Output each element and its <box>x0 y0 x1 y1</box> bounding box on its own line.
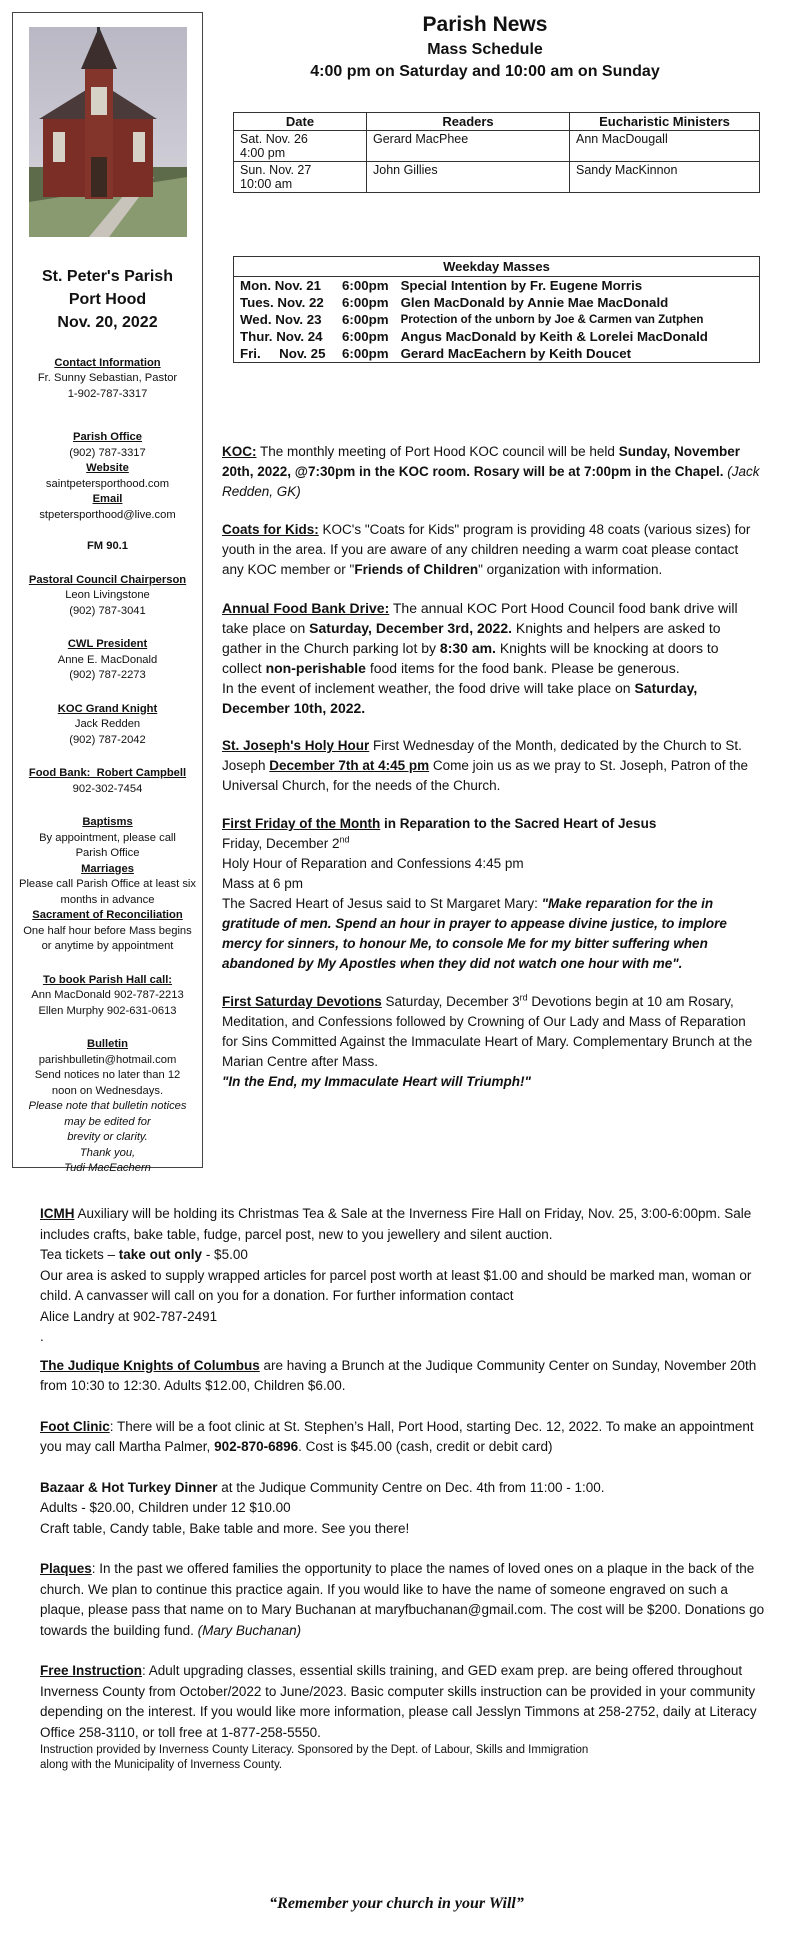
marriages-line1: Please call Parish Office at least six <box>18 878 196 890</box>
firstfriday-line1: Friday, December 2 <box>222 836 340 851</box>
weekday-time: 6:00pm <box>342 295 389 310</box>
marriages-line2: months in advance <box>60 893 155 906</box>
page-header <box>225 10 745 83</box>
bulletin-thanks: Thank you, <box>79 1146 136 1159</box>
office-phone: (902) 787-3317 <box>69 446 146 459</box>
icmh-text1: Auxiliary will be holding its Christmas Tea & Sale at the Inverness Fire Hall on Friday, Nov. 25, 3:00-6:00pm. Sale includes crafts, bake table, fudge, parcel post, new to you jewellery and silent auction. <box>40 1206 752 1242</box>
stjoseph-text1: First Wednesday of the Month, dedicated by the Church to St. Joseph <box>222 738 742 773</box>
foodbank-bold3: non-perishable <box>265 660 366 676</box>
reconciliation-line2: or anytime by appointment <box>41 940 174 952</box>
lower-notices <box>40 1204 770 1773</box>
pastor-name: Fr. Sunny Sebastian, Pastor <box>37 372 178 384</box>
cwl-heading: CWL President <box>67 638 148 650</box>
table-row <box>234 311 760 328</box>
firstfriday-title: in Reparation to the Sacred Heart of Jesus <box>380 816 657 831</box>
instruction-label: Free Instruction <box>40 1663 143 1678</box>
coats-label: Coats for Kids: <box>222 522 319 537</box>
foodbank-bold1: Saturday, December 3rd, 2022. <box>309 620 513 636</box>
bulletin-editor: Tudi MacEachern <box>64 1162 151 1174</box>
table-row <box>234 162 760 193</box>
baptisms-line2: Parish Office <box>75 847 140 859</box>
baptisms-line1: By appointment, please call <box>39 831 176 844</box>
foodbank-text1: The annual KOC Port Hood Council food bank drive will take place on <box>222 600 738 636</box>
reconciliation-heading: Sacrament of Reconciliation <box>32 909 183 921</box>
firstsaturday-label: First Saturday Devotions <box>222 994 382 1009</box>
icmh-text4: Our area is asked to supply wrapped articles for parcel post worth at least $1.00 and should be marked man, woman or child. A canvasser will call on you for a donation. For further information contact <box>40 1267 752 1303</box>
firstsaturday-notice <box>222 992 762 1092</box>
bazaar-notice <box>40 1478 770 1540</box>
instruction-small2: along with the Municipality of Inverness County. <box>40 1759 283 1771</box>
weekday-intention: Angus MacDonald by Keith & Lorelei MacDonald <box>400 329 708 344</box>
foodbank-text5: In the event of inclement weather, the food drive will take place on <box>222 680 635 696</box>
footclinic-text2: . Cost is $45.00 (cash, credit or debit card) <box>298 1439 553 1454</box>
table-row <box>234 328 760 345</box>
radio-frequency: FM 90.1 <box>86 540 129 552</box>
instruction-small1: Instruction provided by Inverness County Literacy. Sponsored by the Dept. of Labour, Skills and Immigration <box>40 1744 589 1756</box>
col-date: Date <box>234 113 367 131</box>
firstfriday-sup: nd <box>339 834 350 845</box>
footclinic-text1: : There will be a foot clinic at St. Stephen’s Hall, Port Hood, starting Dec. 12, 2022. To make an appointment you may call Martha Palmer, <box>40 1418 754 1454</box>
plaques-sign: (Mary Buchanan) <box>197 1622 302 1638</box>
koc-heading: KOC Grand Knight <box>57 702 158 715</box>
table-row <box>234 294 760 311</box>
time-line: 10:00 am <box>240 177 293 191</box>
col-ministers: Eucharistic Ministers <box>570 113 760 131</box>
col-readers: Readers <box>367 113 570 131</box>
footclinic-notice <box>40 1417 770 1458</box>
row-date <box>234 131 367 162</box>
contact-heading: Contact Information <box>54 356 161 369</box>
weekday-intention: Special Intention by Fr. Eugene Morris <box>400 278 643 293</box>
date-line: Sat. Nov. 26 <box>240 132 308 146</box>
foodbank-name: Robert Campbell <box>96 767 187 779</box>
firstfriday-label: First Friday of the Month <box>222 816 381 831</box>
hall-heading: To book Parish Hall call: <box>42 973 173 986</box>
bazaar-text2: Adults - $20.00, Children under 12 $10.00 <box>40 1500 291 1515</box>
icmh-dot: . <box>40 1329 44 1344</box>
bulletin-note1: Please note that bulletin notices <box>28 1100 187 1112</box>
coats-text2: " organization with information. <box>478 562 663 577</box>
pastoral-name: Leon Livingstone <box>65 589 150 601</box>
bulletin-line2: noon on Wednesdays. <box>51 1084 164 1097</box>
icmh-label: ICMH <box>40 1206 75 1221</box>
row-ministers: Sandy MacKinnon <box>570 162 760 193</box>
footer-motto: “Remember your church in your Will” <box>269 1895 524 1912</box>
table-row <box>234 277 760 295</box>
koc-name: Jack Redden <box>74 718 141 730</box>
coats-text: KOC's "Coats for Kids" program is providing 48 coats (various sizes) for youth in the area. If you are aware of any children needing a warm coat please contact any KOC member or " <box>222 522 751 577</box>
page-title: Parish News <box>422 13 548 36</box>
parish-location: Port Hood <box>68 290 147 308</box>
baptisms-heading: Baptisms <box>82 816 133 828</box>
marriages-heading: Marriages <box>81 862 134 875</box>
weekday-time: 6:00pm <box>342 346 389 361</box>
hall-contact-1: Ann MacDonald 902-787-2213 <box>31 989 184 1001</box>
judique-notice <box>40 1356 770 1397</box>
koc-text: The monthly meeting of Port Hood KOC council will be held <box>256 444 619 459</box>
page-subtitle: Mass Schedule <box>427 41 543 58</box>
foodbank-label: Food Bank: <box>28 767 91 779</box>
weekday-day: Fri. Nov. 25 <box>240 346 326 361</box>
foodbank-phone: 902-302-7454 <box>72 782 143 795</box>
row-ministers: Ann MacDougall <box>570 131 760 162</box>
date-line: Sun. Nov. 27 <box>240 163 312 177</box>
koc-sign: (Jack Redden, GK) <box>222 464 760 499</box>
icmh-notice <box>40 1204 770 1348</box>
footclinic-bold: 902-870-6896 <box>214 1439 299 1454</box>
koc-label: KOC: <box>222 444 257 459</box>
foodbank-label: Annual Food Bank Drive: <box>222 600 390 616</box>
koc-bold: Sunday, November 20th, 2022, @7:30pm in the KOC room. Rosary will be at 7:00pm in the Chapel. <box>222 444 740 479</box>
stjoseph-bold: December 7th at 4:45 pm <box>269 758 430 773</box>
foodbank-text4: food items for the food bank. Please be generous. <box>365 660 680 676</box>
pastoral-phone: (902) 787-3041 <box>69 604 146 617</box>
weekday-intention: Gerard MacEachern by Keith Doucet <box>400 346 632 361</box>
office-heading: Parish Office <box>72 431 142 443</box>
instruction-text: : Adult upgrading classes, essential skills training, and GED exam prep. are being offered throughout Inverness County from October/2022 to June/2023. Basic computer skills instruction can be provided in your community depending on the interest. If you would like more information, please call Jesslyn Timmons at 258-2752, daily at Literacy Office 258-3110, or toll free at 1-877-258-5550. <box>40 1663 757 1740</box>
weekday-title: Weekday Masses <box>234 257 760 277</box>
firstfriday-notice <box>222 814 762 974</box>
koc-notice <box>222 442 762 502</box>
foodbank-bold4: Saturday, December 10th, 2022. <box>222 680 698 716</box>
bulletin-heading: Bulletin <box>86 1038 129 1050</box>
plaques-text: : In the past we offered families the opportunity to place the names of loved ones on a plaque in the back of the church. We plan to continue this practice again. If you would like to have the name of someone engraved on such a plaque, please pass that name on to Mary Buchanan at maryfbuchanan@gmail.com. The cost will be $200. Donations go towards the building fund. <box>40 1561 765 1638</box>
foodbank-text3: Knights will be knocking at doors to collect <box>222 640 719 676</box>
koc-phone: (902) 787-2042 <box>69 733 146 746</box>
website-link[interactable]: saintpetersporthood.com <box>45 477 170 490</box>
website-heading: Website <box>86 462 129 474</box>
mass-times: 4:00 pm on Saturday and 10:00 am on Sunday <box>310 63 660 80</box>
table-row <box>234 131 760 162</box>
footclinic-label: Foot Clinic <box>40 1418 110 1434</box>
firstsaturday-text1: Saturday, December 3 <box>381 994 520 1009</box>
hall-contact-2: Ellen Murphy 902-631-0613 <box>38 1004 177 1017</box>
main-notices <box>222 442 762 1110</box>
bazaar-text1: at the Judique Community Centre on Dec. 4th from 11:00 - 1:00. <box>217 1479 605 1495</box>
judique-label: The Judique Knights of Columbus <box>40 1357 260 1373</box>
weekday-day: Tues. Nov. 22 <box>240 295 324 310</box>
sidebar <box>12 12 203 1174</box>
instruction-notice <box>40 1661 770 1743</box>
icmh-bold: take out only <box>118 1247 203 1262</box>
weekday-intention: Protection of the unborn by Joe & Carmen van Zutphen <box>400 313 704 326</box>
bulletin-note2: may be edited for <box>64 1115 151 1128</box>
row-readers: Gerard MacPhee <box>367 131 570 162</box>
icmh-text3: - $5.00 <box>202 1247 248 1262</box>
pastor-phone: 1-902-787-3317 <box>67 387 148 400</box>
plaques-notice <box>40 1559 770 1641</box>
foodbank-bold2: 8:30 am. <box>439 640 496 656</box>
firstsaturday-text2: Devotions begin at 10 am Rosary, Meditation, and Confessions followed by Crowning of Our Lady and Mass of Reparation for Sins Committed Against the Immaculate Heart of Mary. Complementary Brunch at the Marian Centre after Mass. <box>222 994 753 1069</box>
weekday-intention: Glen MacDonald by Annie Mae MacDonald <box>400 295 669 310</box>
parish-name: St. Peter's Parish <box>42 267 173 285</box>
firstsaturday-quote: "In the End, my Immaculate Heart will Triumph!" <box>222 1074 531 1089</box>
row-date <box>234 162 367 193</box>
bazaar-bold: Bazaar & Hot Turkey Dinner <box>40 1479 218 1495</box>
time-line: 4:00 pm <box>240 146 286 160</box>
bulletin-note3: brevity or clarity. <box>67 1131 148 1143</box>
coats-notice <box>222 520 762 580</box>
firstfriday-quote: "Make reparation for the in gratitude of men. Spend an hour in prayer to appease divine justice, to implore mercy for sinners, to honour Me, to console Me for my bitter suffering when abandoned by My Apostles when they did not watch one hour with me". <box>222 896 727 971</box>
weekday-day: Mon. Nov. 21 <box>240 278 322 293</box>
foodbank-text2: Knights and helpers are asked to gather in the Church parking lot by <box>222 620 721 656</box>
foodbank-notice <box>222 598 762 718</box>
weekday-masses-table <box>233 256 760 363</box>
coats-bold: Friends of Children <box>354 562 479 577</box>
stjoseph-label: St. Joseph's Holy Hour <box>222 738 370 753</box>
email-heading: Email <box>92 493 123 505</box>
table-row <box>234 345 760 363</box>
bazaar-text3: Craft table, Candy table, Bake table and more. See you there! <box>40 1520 410 1536</box>
cwl-phone: (902) 787-2273 <box>69 669 146 681</box>
stjoseph-notice <box>222 736 762 796</box>
firstfriday-line4: The Sacred Heart of Jesus said to St Margaret Mary: <box>222 896 542 911</box>
email-link[interactable]: stpetersporthood@live.com <box>39 508 176 521</box>
firstfriday-line2: Holy Hour of Reparation and Confessions 4:45 pm <box>222 856 524 871</box>
bulletin-date: Nov. 20, 2022 <box>57 313 158 331</box>
pastoral-heading: Pastoral Council Chairperson <box>28 573 187 586</box>
judique-text: are having a Brunch at the Judique Community Center on Sunday, November 20th from 10:30 to 12:30. Adults $12.00, Children $6.00. <box>40 1357 757 1393</box>
church-photo <box>29 27 187 237</box>
weekday-time: 6:00pm <box>342 278 389 293</box>
instruction-sponsor <box>40 1743 770 1773</box>
weekday-day: Thur. Nov. 24 <box>240 329 323 344</box>
weekday-time: 6:00pm <box>342 312 389 327</box>
weekday-time: 6:00pm <box>342 329 389 344</box>
stjoseph-text2: Come join us as we pray to St. Joseph, Patron of the Universal Church, for the needs of the Church. <box>222 758 749 793</box>
reconciliation-line1: One half hour before Mass begins <box>23 924 192 937</box>
weekday-day: Wed. Nov. 23 <box>240 312 322 327</box>
bulletin-line1: Send notices no later than 12 <box>34 1069 181 1081</box>
mass-schedule-table <box>233 112 760 193</box>
firstsaturday-sup: rd <box>519 992 528 1003</box>
icmh-text2: Tea tickets – <box>40 1247 119 1262</box>
cwl-name: Anne E. MacDonald <box>57 653 158 666</box>
icmh-text5: Alice Landry at 902-787-2491 <box>40 1308 218 1324</box>
firstfriday-line3: Mass at 6 pm <box>222 876 304 891</box>
bulletin-email[interactable]: parishbulletin@hotmail.com <box>38 1053 177 1066</box>
plaques-label: Plaques <box>40 1561 92 1576</box>
row-readers: John Gillies <box>367 162 570 193</box>
